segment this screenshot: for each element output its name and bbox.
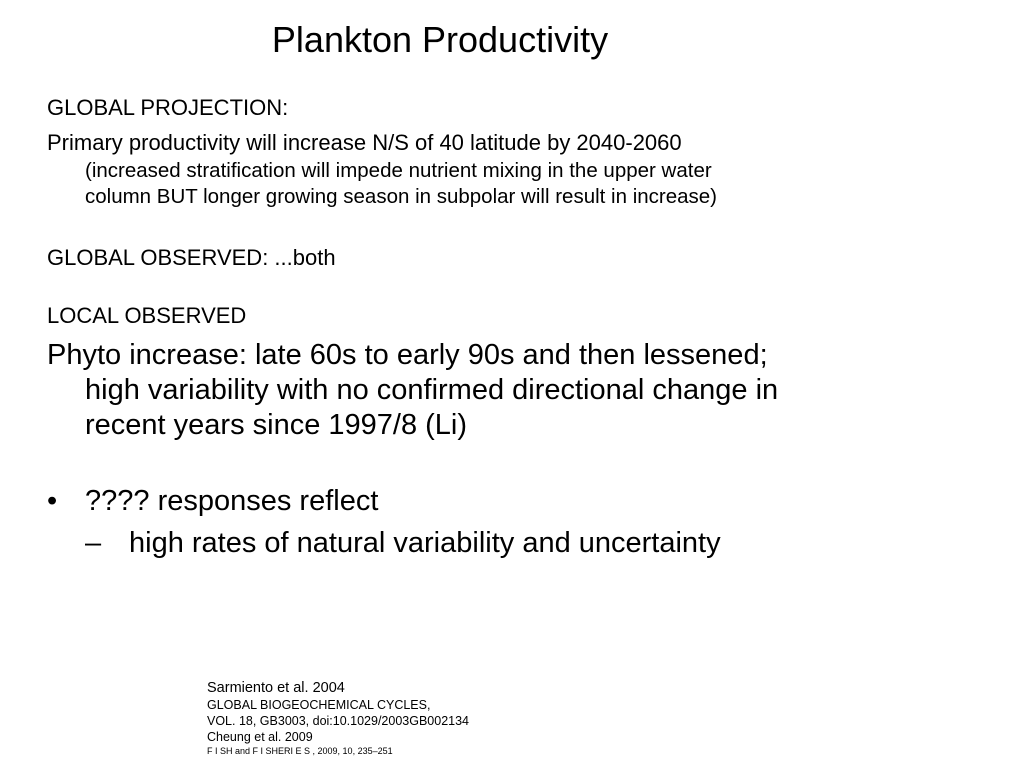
phyto-line: high variability with no confirmed directional change in xyxy=(85,374,779,406)
primary-productivity-text: Primary productivity will increase N/S of 40 latitude by 2040-2060 xyxy=(47,130,682,155)
bullet-marker: • xyxy=(47,485,58,517)
sub-bullet-item xyxy=(85,526,721,561)
note-line: (increased stratification will impede nutrient mixing in the upper water xyxy=(85,159,712,182)
primary-productivity-note xyxy=(85,158,717,210)
phyto-line: recent years since 1997/8 (Li) xyxy=(85,409,468,441)
global-projection-heading: GLOBAL PROJECTION: xyxy=(47,95,289,120)
phyto-paragraph xyxy=(47,338,778,443)
local-observed-heading: LOCAL OBSERVED xyxy=(47,303,247,328)
bullet-text: ???? responses reflect xyxy=(85,485,379,517)
reference-line: Sarmiento et al. 2004 xyxy=(207,680,345,696)
reference-line: VOL. 18, GB3003, doi:10.1029/2003GB002134 xyxy=(207,714,470,728)
note-line: column BUT longer growing season in subpolar will result in increase) xyxy=(85,185,718,208)
slide-title: Plankton Productivity xyxy=(271,19,609,60)
references-block xyxy=(207,679,469,757)
global-observed-text: GLOBAL OBSERVED: ...both xyxy=(47,245,336,270)
reference-line: GLOBAL BIOGEOCHEMICAL CYCLES, xyxy=(207,698,431,712)
reference-line: Cheung et al. 2009 xyxy=(207,730,313,744)
reference-line: F I SH and F I SHERI E S , 2009, 10, 235–251 xyxy=(207,746,393,756)
phyto-line: Phyto increase: late 60s to early 90s and then lessened; xyxy=(47,339,768,371)
bullet-item xyxy=(47,484,378,519)
sub-bullet-text: high rates of natural variability and uncertainty xyxy=(129,527,721,559)
sub-bullet-marker: – xyxy=(85,527,102,559)
